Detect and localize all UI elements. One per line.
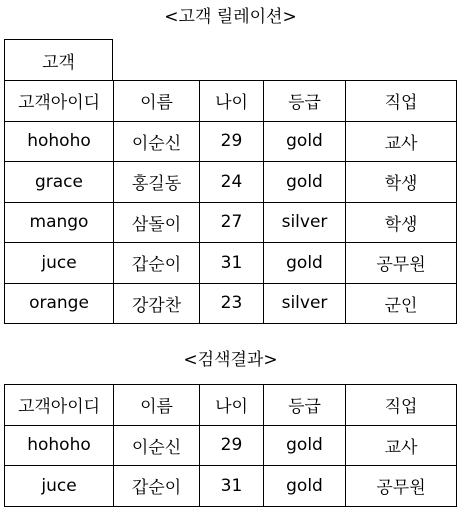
cell-name: 이순신	[114, 425, 200, 466]
table-row	[5, 425, 457, 466]
column-header-customer-id: 고객아이디	[5, 81, 114, 122]
table-row	[5, 202, 457, 243]
table-row	[5, 243, 457, 284]
cell-age: 27	[200, 202, 264, 243]
table-header-row	[5, 81, 457, 122]
cell-grade: gold	[264, 243, 346, 284]
column-header-customer-id: 고객아이디	[5, 385, 114, 426]
customer-relation-table	[4, 80, 457, 324]
column-header-job: 직업	[346, 81, 457, 122]
table-row	[5, 162, 457, 203]
cell-name: 삼돌이	[114, 202, 200, 243]
table-header-row	[5, 385, 457, 426]
cell-customer-id: hohoho	[5, 425, 114, 466]
cell-customer-id: juce	[5, 466, 114, 507]
column-header-name: 이름	[114, 385, 200, 426]
cell-customer-id: mango	[5, 202, 114, 243]
cell-age: 29	[200, 425, 264, 466]
cell-grade: gold	[264, 466, 346, 507]
cell-job: 학생	[346, 202, 457, 243]
cell-name: 이순신	[114, 121, 200, 162]
relation-name-cell: 고객	[4, 39, 113, 81]
cell-job: 공무원	[346, 243, 457, 284]
cell-name: 갑순이	[114, 243, 200, 284]
column-header-age: 나이	[200, 385, 264, 426]
cell-age: 29	[200, 121, 264, 162]
cell-age: 31	[200, 466, 264, 507]
table-row	[5, 466, 457, 507]
cell-grade: silver	[264, 283, 346, 324]
cell-grade: silver	[264, 202, 346, 243]
cell-grade: gold	[264, 162, 346, 203]
cell-job: 교사	[346, 425, 457, 466]
column-header-grade: 등급	[264, 81, 346, 122]
cell-job: 교사	[346, 121, 457, 162]
column-header-name: 이름	[114, 81, 200, 122]
cell-customer-id: orange	[5, 283, 114, 324]
cell-job: 군인	[346, 283, 457, 324]
table-row	[5, 283, 457, 324]
result-caption: <검색결과>	[183, 350, 278, 370]
cell-customer-id: juce	[5, 243, 114, 284]
cell-grade: gold	[264, 425, 346, 466]
cell-customer-id: grace	[5, 162, 114, 203]
cell-age: 23	[200, 283, 264, 324]
column-header-job: 직업	[346, 385, 457, 426]
cell-name: 홍길동	[114, 162, 200, 203]
search-result-table	[4, 384, 457, 507]
cell-name: 강감찬	[114, 283, 200, 324]
cell-age: 24	[200, 162, 264, 203]
column-header-age: 나이	[200, 81, 264, 122]
cell-name: 갑순이	[114, 466, 200, 507]
column-header-grade: 등급	[264, 385, 346, 426]
cell-job: 공무원	[346, 466, 457, 507]
relation-caption: <고객 릴레이션>	[164, 7, 297, 27]
cell-customer-id: hohoho	[5, 121, 114, 162]
cell-age: 31	[200, 243, 264, 284]
cell-grade: gold	[264, 121, 346, 162]
cell-job: 학생	[346, 162, 457, 203]
table-row	[5, 121, 457, 162]
